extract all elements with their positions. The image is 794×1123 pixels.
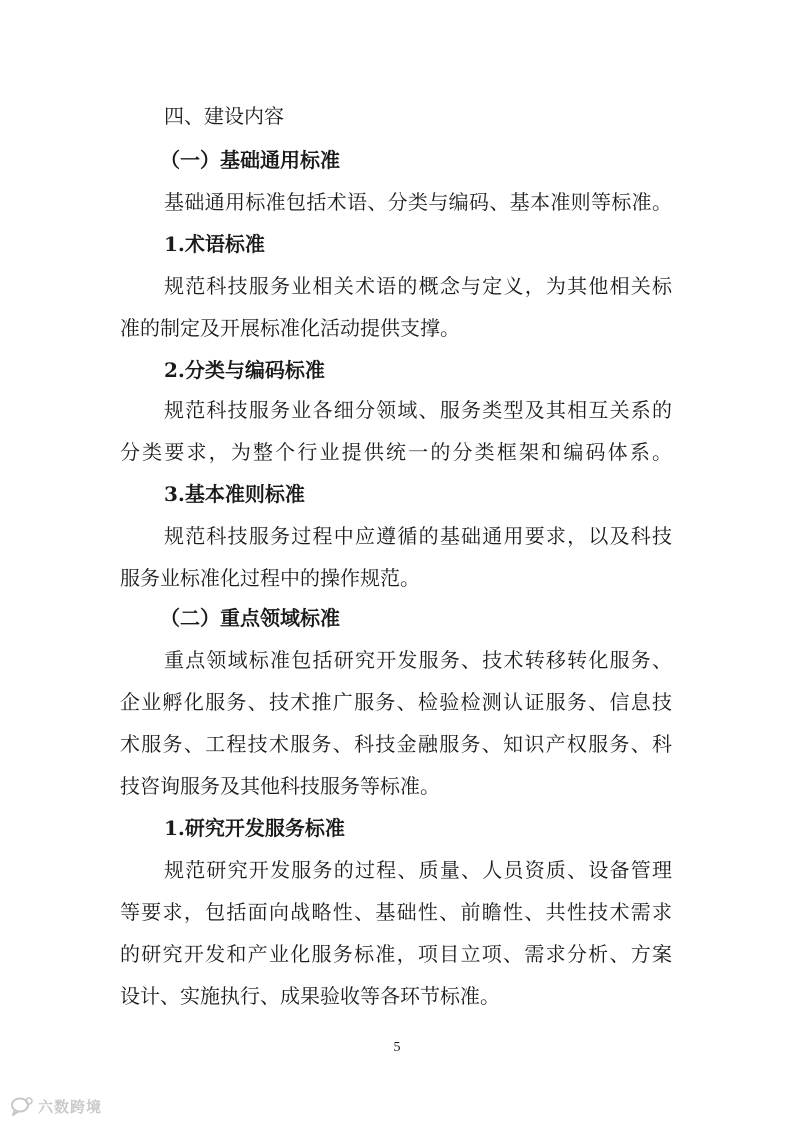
sub3-paragraph-line: 规范科技服务过程中应遵循的基础通用要求，以及科技 (164, 524, 672, 548)
sub3-heading: 3.基本准则标准 (164, 482, 305, 506)
sub1-heading: 1.术语标准 (164, 232, 265, 256)
sub2-paragraph-line: 分类要求，为整个行业提供统一的分类框架和编码体系。 (120, 440, 672, 464)
section2-heading: （二）重点领域标准 (160, 606, 340, 630)
section2-paragraph-line: 企业孵化服务、技术推广服务、检验检测认证服务、信息技 (120, 690, 672, 714)
page-number: 5 (393, 1040, 401, 1055)
watermark (10, 1094, 102, 1118)
sub2-heading: 2.分类与编码标准 (164, 358, 325, 382)
sub4-paragraph-line: 等要求，包括面向战略性、基础性、前瞻性、共性技术需求 (120, 900, 672, 924)
sub2-paragraph-line: 规范科技服务业各细分领域、服务类型及其相互关系的 (164, 398, 672, 422)
sub1-paragraph-line: 规范科技服务业相关术语的概念与定义，为其他相关标 (164, 274, 672, 298)
sub3-paragraph-line: 服务业标准化过程中的操作规范。 (120, 566, 420, 590)
watermark-text: 六数跨境 (38, 1097, 103, 1116)
section1-heading: （一）基础通用标准 (160, 148, 340, 172)
chat-bubble-logo-icon (10, 1096, 34, 1116)
section2-paragraph-line: 术服务、工程技术服务、科技金融服务、知识产权服务、科 (120, 732, 672, 756)
chapter-heading: 四、建设内容 (164, 104, 284, 128)
section1-intro: 基础通用标准包括术语、分类与编码、基本准则等标准。 (164, 190, 672, 214)
sub4-paragraph-line: 的研究开发和产业化服务标准，项目立项、需求分析、方案 (120, 942, 672, 966)
sub4-paragraph-line: 设计、实施执行、成果验收等各环节标准。 (120, 984, 500, 1008)
section2-paragraph-line: 技咨询服务及其他科技服务等标准。 (120, 774, 440, 798)
sub1-paragraph-line: 准的制定及开展标准化活动提供支撑。 (120, 316, 460, 340)
sub4-heading: 1.研究开发服务标准 (164, 816, 345, 840)
sub4-paragraph-line: 规范研究开发服务的过程、质量、人员资质、设备管理 (164, 858, 672, 882)
section2-paragraph-line: 重点领域标准包括研究开发服务、技术转移转化服务、 (164, 648, 672, 672)
